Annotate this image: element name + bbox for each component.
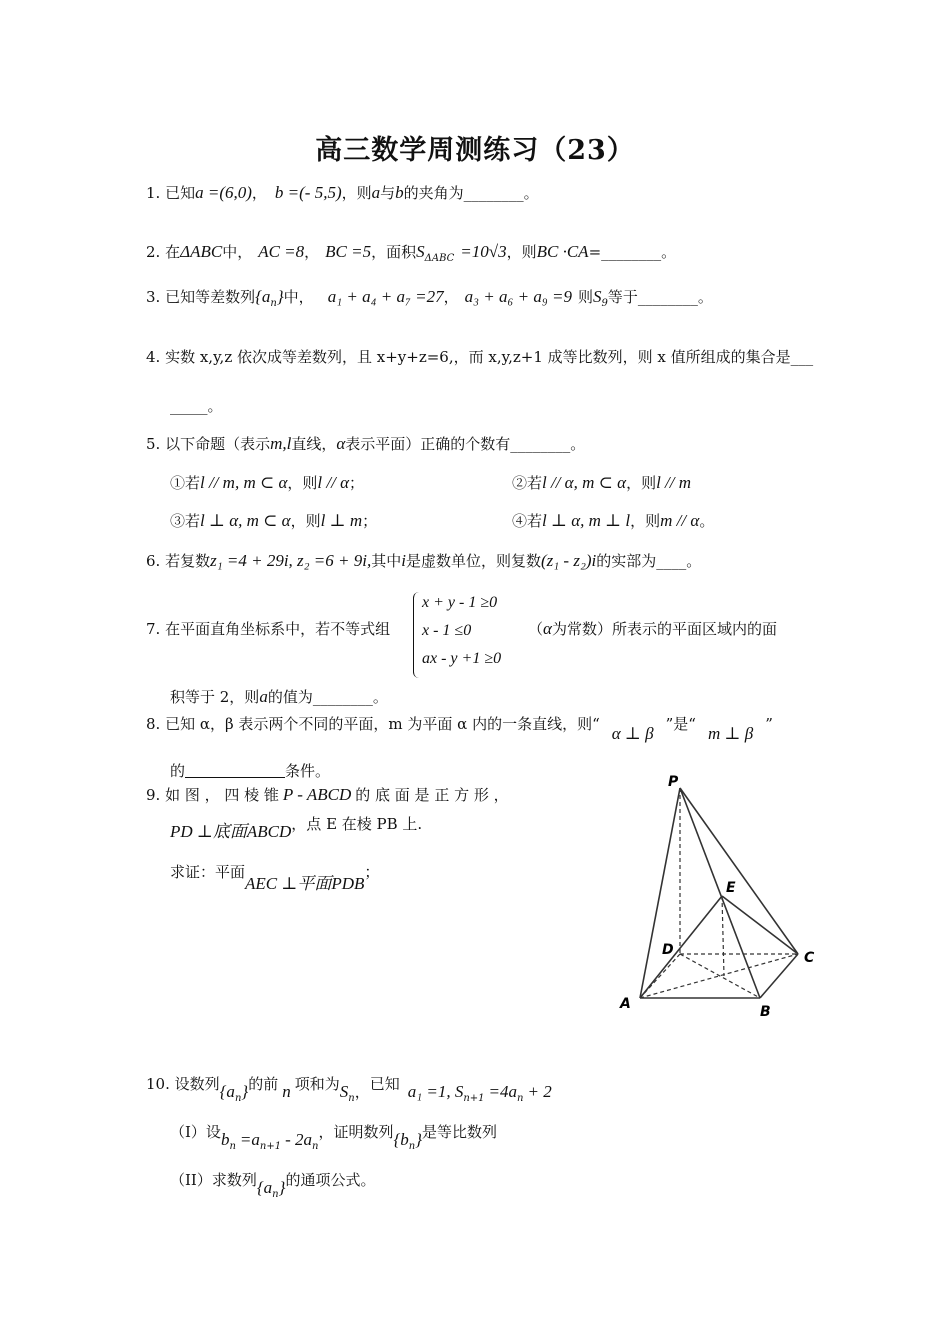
edge-pc <box>680 788 798 954</box>
q3-s-sub: 9 <box>601 298 608 309</box>
q10-p2-seq: {a <box>256 1178 273 1197</box>
q10-p1-sub1: n+1 <box>259 1141 282 1152</box>
q3-mid2: 则 <box>578 288 594 306</box>
label-c: C <box>804 950 815 966</box>
question-2 <box>146 242 676 269</box>
q8-prefix: 8. 已知 α，β 表示两个不同的平面，m 为平面 α 内的一条直线，则“ <box>146 715 600 733</box>
q5-alpha: α <box>336 434 346 453</box>
q10-mid2: 项和为 <box>294 1075 340 1093</box>
q10-p2-tail: 的通项公式。 <box>285 1171 376 1189</box>
q10-p1-seq-end: } <box>415 1130 423 1149</box>
q1-vector-a: a =(6,0) <box>195 183 252 202</box>
q7-alpha: α <box>543 619 552 638</box>
q7-inequality-2: x - 1 ≤0 <box>422 622 472 639</box>
edge-bc <box>760 954 798 998</box>
q10-part-1 <box>170 1122 498 1152</box>
q2-area: =10√3 <box>460 242 507 261</box>
q5-ml: m,l <box>270 434 292 453</box>
q5-p2-then: ，则 <box>626 474 657 492</box>
label-b: B <box>760 1004 771 1020</box>
q3-sep: ， <box>443 288 459 306</box>
q7-mid: （ <box>528 620 544 638</box>
q5-p1-end: ； <box>349 474 365 492</box>
q6-expr: (z₁ - z₂)i <box>541 551 597 570</box>
q2-mid1: 中， <box>222 243 253 261</box>
q2-s: S <box>416 242 425 261</box>
system-brace <box>413 592 422 678</box>
q5-p3: l ⊥ α, m ⊂ α <box>200 511 291 530</box>
question-9 <box>146 785 509 805</box>
q3-seq: {a <box>255 287 271 306</box>
q5-p2: l // α, m ⊂ α <box>542 473 627 492</box>
question-5 <box>146 434 585 454</box>
q7-a: a <box>259 687 268 706</box>
q2-mid2: ，面积 <box>371 243 417 261</box>
label-p: P <box>668 774 679 790</box>
q10-p1-seq: {b <box>393 1130 409 1149</box>
q10-p1-label: （I）设 <box>170 1123 221 1141</box>
q8-line2-tail: 条件。 <box>285 762 331 780</box>
q9-prefix: 9. 如 图 ， 四 棱 锥 <box>146 786 279 804</box>
q5-p4-res: m // α <box>660 511 700 530</box>
q8-end: ” <box>765 715 773 733</box>
q7-line2-prefix: 积等于 2，则 <box>170 688 260 706</box>
question-3 <box>146 287 713 314</box>
q8-mid: ”是“ <box>665 715 696 733</box>
q5-p1-then: ，则 <box>287 474 318 492</box>
question-7 <box>146 619 390 639</box>
question-8 <box>146 714 773 743</box>
q10-p1-tail: 是等比数列 <box>422 1123 498 1141</box>
q1-mid1: ，则 <box>341 184 372 202</box>
q1-vector-b: b =(- 5,5) <box>274 183 342 202</box>
q5-tail: 表示平面）正确的个数有________。 <box>345 435 586 453</box>
edge-pb <box>680 788 760 998</box>
q2-ac: AC =8 <box>258 242 305 261</box>
question-9-line2 <box>170 815 423 842</box>
pyramid-figure <box>612 772 832 1022</box>
q5-p1: l // m, m ⊂ α <box>200 473 288 492</box>
q10-p2-seq-end: } <box>278 1178 286 1197</box>
label-e: E <box>726 880 736 896</box>
q5-p1-res: l // α <box>317 473 350 492</box>
question-7-cont <box>170 687 388 707</box>
q5-p4-then: ，则 <box>630 512 661 530</box>
q1-b: b <box>395 183 404 202</box>
question-8-cont <box>170 761 330 781</box>
question-4-cont: _____。 <box>170 397 223 415</box>
q7-line2-tail: 的值为________。 <box>267 688 388 706</box>
q5-p2-label: ②若 <box>512 474 543 492</box>
q3-eq1: a₁ + a₄ + a₇ =27 <box>327 287 444 306</box>
q10-p1-b-sub: n <box>229 1141 236 1152</box>
q3-s: S <box>593 287 602 306</box>
q5-mid1: 直线， <box>291 435 337 453</box>
q5-prefix: 5. 以下命题（表示 <box>146 435 271 453</box>
q10-seq-end: } <box>241 1082 249 1101</box>
page-title: 高三数学周测练习（23） <box>315 135 635 166</box>
q10-comma: ， <box>354 1083 370 1101</box>
q10-s-sub: n <box>348 1093 355 1104</box>
question-6 <box>146 551 701 571</box>
q8-e1: α ⊥ β <box>611 724 654 743</box>
q6-mid2: 是虚数单位，则复数 <box>405 552 541 570</box>
q1-comma: ， <box>251 184 267 202</box>
q9-line3-end: ； <box>364 863 380 881</box>
question-10 <box>146 1074 552 1104</box>
q9-pabcd: P - ABCD <box>282 785 352 804</box>
q1-mid2: 与 <box>380 184 396 202</box>
q1-prefix: 1. 已知 <box>146 184 196 202</box>
q10-cond-end: + 2 <box>527 1082 552 1101</box>
q10-mid1: 的前 <box>248 1075 279 1093</box>
q9-line3-math: AEC ⊥平面PDB <box>245 874 365 893</box>
label-a: A <box>620 996 631 1012</box>
label-d: D <box>662 942 674 958</box>
q10-cond: a₁ =1, S <box>407 1082 464 1101</box>
q10-cond-sub2: n <box>517 1093 524 1104</box>
q10-p1-b: b <box>220 1130 230 1149</box>
edge-da-hidden <box>640 954 680 998</box>
question-4: 4. 实数 x,y,z 依次成等差数列，且 x+y+z=6,，而 x,y,z+1 成等比数列，则 x 值所组成的集合是___ <box>146 348 814 366</box>
q9-tail: 的 底 面 是 正 方 形 ， <box>355 786 509 804</box>
q5-p4: l ⊥ α, m ⊥ l <box>542 511 631 530</box>
q5-proposition-1 <box>170 473 364 493</box>
q6-tail: 的实部为____。 <box>596 552 702 570</box>
q5-proposition-2 <box>512 473 691 493</box>
q10-p1-mid: ，证明数列 <box>318 1123 394 1141</box>
q10-p1-expr2: - 2a <box>285 1130 312 1149</box>
q5-p3-res: l ⊥ m <box>320 511 363 530</box>
q8-line2: 的 <box>170 762 186 780</box>
q3-mid1: 中， <box>283 288 314 306</box>
q2-mid3: ，则 <box>506 243 537 261</box>
q8-answer-blank <box>185 763 285 778</box>
q2-sep: ， <box>304 243 320 261</box>
q3-seq-end: } <box>276 287 284 306</box>
q10-p1-expr: =a <box>239 1130 260 1149</box>
q5-p4-label: ④若 <box>512 512 543 530</box>
q5-p2-res: l // m <box>656 473 692 492</box>
q9-line2-tail: ，点 E 在棱 PB 上. <box>291 815 423 833</box>
q10-p1-sub2: n <box>311 1141 319 1152</box>
q5-proposition-3 <box>170 511 377 531</box>
q2-tail: =________。 <box>588 243 677 261</box>
q2-dot-product: BC ·CA <box>536 242 589 261</box>
q7-tail: 为常数）所表示的平面区域内的面 <box>551 620 777 638</box>
q9-line2-math: PD ⊥底面ABCD <box>170 822 292 841</box>
q5-p3-then: ，则 <box>290 512 321 530</box>
q10-seq: {a <box>219 1082 235 1101</box>
q5-p3-end: ； <box>362 512 378 530</box>
q6-z: z₁ =4 + 29i, z₂ =6 + 9i, <box>210 551 372 570</box>
q7-inequality-1: x + y - 1 ≥0 <box>422 594 498 611</box>
q5-p4-end: 。 <box>699 512 715 530</box>
edge-db-hidden <box>680 954 760 998</box>
q1-tail: 的夹角为________。 <box>403 184 539 202</box>
q10-p2-seq-sub: n <box>272 1189 279 1200</box>
q5-proposition-4 <box>512 511 714 531</box>
question-9-line3 <box>170 862 380 893</box>
q7-inequality-3: ax - y +1 ≥0 <box>422 650 502 667</box>
q10-p1-seq-sub: n <box>408 1141 416 1152</box>
q10-mid3: 已知 <box>369 1075 400 1093</box>
q10-cond-sub: n+1 <box>463 1093 485 1104</box>
q10-p2-label: （II）求数列 <box>170 1171 257 1189</box>
q10-prefix: 10. 设数列 <box>146 1075 220 1093</box>
q5-p1-label: ①若 <box>170 474 201 492</box>
q2-triangle: ΔABC <box>180 242 223 261</box>
edge-ae <box>640 896 722 998</box>
q3-tail: 等于________。 <box>607 288 713 306</box>
question-1 <box>146 183 539 203</box>
q3-eq2: a₃ + a₆ + a₉ =9 <box>464 287 573 306</box>
q1-a: a <box>371 183 381 202</box>
q6-mid1: 其中 <box>371 552 402 570</box>
q10-n: n <box>282 1082 291 1101</box>
q3-prefix: 3. 已知等差数列 <box>146 288 256 306</box>
q6-i: i <box>401 551 406 570</box>
edge-ec <box>722 896 798 954</box>
q7-prefix: 7. 在平面直角坐标系中，若不等式组 <box>146 620 391 638</box>
edge-eo-hidden <box>722 896 724 976</box>
q7-condition <box>528 619 777 639</box>
q10-seq-sub: n <box>234 1093 242 1104</box>
edge-pa <box>640 788 680 998</box>
q10-part-2 <box>170 1170 376 1200</box>
q9-line3: 求证：平面 <box>170 863 246 881</box>
q2-s-sub: ΔABC <box>424 253 455 264</box>
q3-seq-sub: n <box>270 298 277 309</box>
q2-bc: BC =5 <box>325 242 372 261</box>
q10-cond-tail: =4a <box>488 1082 518 1101</box>
q10-s: S <box>339 1082 349 1101</box>
q6-prefix: 6. 若复数 <box>146 552 211 570</box>
q5-p3-label: ③若 <box>170 512 201 530</box>
q8-e2: m ⊥ β <box>707 724 754 743</box>
q2-prefix: 2. 在 <box>146 243 181 261</box>
